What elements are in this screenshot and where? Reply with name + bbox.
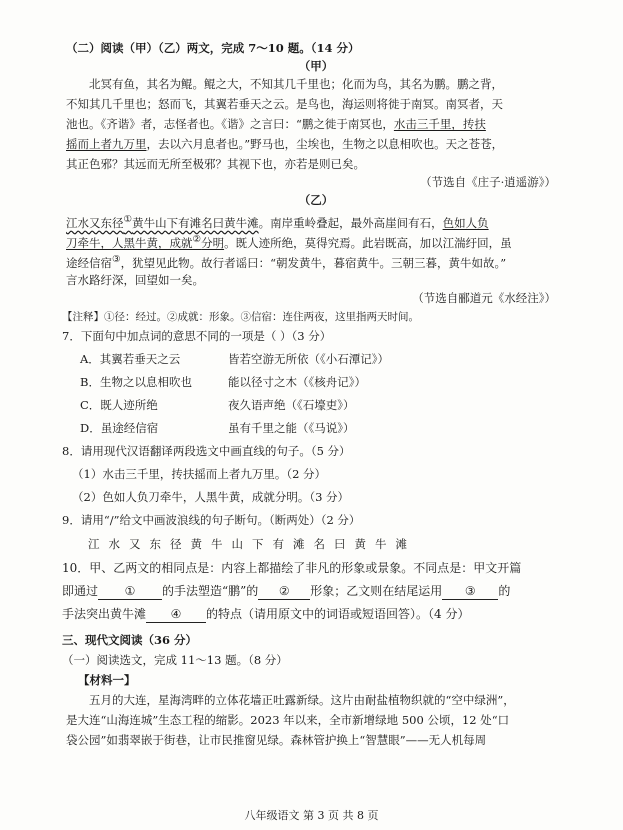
q8-sentence-1: （1）水击三千里，抟扶摇而上者九万里。（2 分） (72, 467, 327, 481)
section3-title: 三、现代文阅读（36 分） (62, 633, 198, 647)
notes: 【注释】①径：经过。②成就：形象。③信宿：连住两夜，这里指两天时间。 (62, 311, 419, 323)
wavy-sentence: 江水又东径①黄牛山下有滩名曰黄牛滩 (66, 214, 259, 230)
q8-sentence-2: （2）色如人负刀牵牛，人黑牛黄，成就分明。（3 分） (72, 490, 350, 504)
answer-blank[interactable]: ④ (146, 606, 206, 623)
section3-subtitle: （一）阅读选文，完成 11～13 题。（8 分） (62, 653, 288, 667)
question-8: 8．请用现代汉语翻译两段选文中画直线的句子。（5 分） (62, 444, 351, 458)
underlined-sentence: 水击三千里，抟扶 (393, 117, 486, 131)
answer-blank[interactable]: ① (98, 583, 162, 600)
option-right: 夜久语声绝（《石壕吏》） (228, 398, 355, 412)
question-9: 9．请用“/”给文中画波浪线的句子断句。（断两处）（2 分） (62, 513, 361, 527)
option-right: 能以径寸之木（《核舟记》） (228, 375, 366, 389)
option-right: 皆若空游无所依（《小石潭记》） (228, 352, 389, 366)
text-a-line: 池也。《齐谐》者，志怪者也。《谐》之言曰：“鹏之徙于南冥也，水击三千里，抟扶 (66, 117, 486, 131)
text-a-line: 不知其几千里也；怒而飞，其翼若垂天之云。是鸟也，海运则将徙于南冥。南冥者，天 (66, 97, 503, 111)
text-a-line: 其正色邪？其远而无所至极邪？其视下也，亦若是则已矣。 (66, 157, 365, 171)
option-right: 虽有千里之能（《马说》） (228, 421, 355, 435)
text-a-source: （节选自《庄子·逍遥游》） (420, 175, 556, 189)
page-footer: 八年级语文 第 3 页 共 8 页 (244, 809, 379, 822)
text-b-line: 刀牵牛，人黑牛黄，成就②分明。既人迹所绝，莫得究焉。此岩既高，加以江湍纡回，虽 (66, 234, 512, 250)
option-left: D．虽途经信宿 (80, 421, 159, 435)
option-left: B．生物之以息相吹也 (80, 375, 192, 389)
material-label: 【材料一】 (78, 673, 136, 687)
material-line: 是大连“山海连城”生态工程的缩影。2023 年以来，全市新增绿地 500 公顷，12 处“口 (66, 713, 510, 727)
underlined-sentence: 摇而上者九万里 (66, 137, 147, 151)
option-left: C．既人迹所绝 (80, 398, 158, 412)
text-b-source: （节选自郦道元《水经注》） (412, 291, 556, 305)
material-line: 五月的大连，星海湾畔的立体花墙正吐露新绿。这片由耐盐植物织就的“空中绿洲”， (89, 693, 515, 707)
material-line: 袋公园”如翡翠嵌于街巷，让市民推窗见绿。森林管护换上“智慧眼”——无人机每周 (66, 733, 487, 747)
q9-sentence: 江水又东径黄牛山下有滩名曰黄牛滩 (88, 537, 416, 551)
question-7: 7．下面句中加点词的意思不同的一项是（ ）（3 分） (62, 329, 332, 343)
question-10-line2: 即通过 ① 的手法塑造“鹏”的 ② 形象；乙文则在结尾运用 ③ 的 (62, 584, 511, 598)
text-b-line: 江水又东径①黄牛山下有滩名曰黄牛滩。南岸重岭叠起，最外高崖间有石，色如人负 (66, 214, 489, 230)
text-b-line: 途经信宿③，犹望见此物。故行者谣曰：“朝发黄牛，暮宿黄牛。三朝三暮，黄牛如故。” (66, 254, 507, 270)
text-a-line: 北冥有鱼，其名为鲲。鲲之大，不知其几千里也；化而为鸟，其名为鹏。鹏之背， (89, 77, 503, 91)
option-left: A．其翼若垂天之云 (80, 352, 181, 366)
question-10-line3: 手法突出黄牛滩 ④ 的特点（请用原文中的词语或短语回答）。（4 分） (62, 607, 470, 621)
text-b-label: （乙） (298, 193, 334, 207)
answer-blank[interactable]: ③ (442, 583, 498, 600)
text-b-line: 言水路纡深，回望如一矣。 (66, 273, 204, 287)
underlined-sentence: 刀牵牛，人黑牛黄，成就②分明 (66, 234, 225, 250)
answer-blank[interactable]: ② (258, 583, 310, 600)
section2-header: （二）阅读（甲）（乙）两文，完成 7～10 题。（14 分） (66, 41, 360, 55)
question-10: 10．甲、乙两文的相同点是：内容上都描绘了非凡的形象或景象。不同点是：甲文开篇 (62, 561, 522, 575)
text-a-line: 摇而上者九万里，去以六月息者也。”野马也，尘埃也，生物之以息相吹也。天之苍苍， (66, 137, 504, 151)
text-a-label: （甲） (298, 59, 334, 73)
underlined-sentence: 色如人负 (442, 215, 489, 230)
